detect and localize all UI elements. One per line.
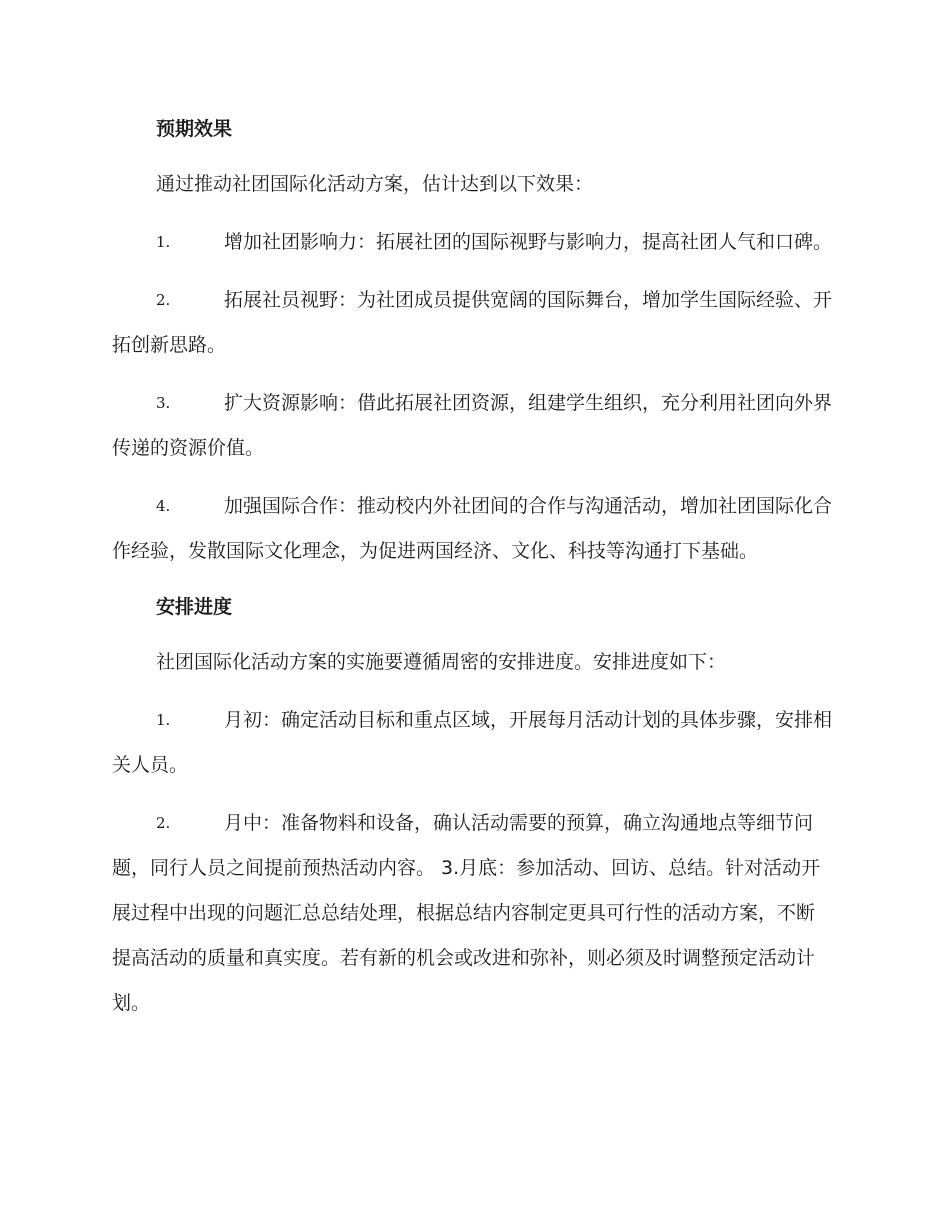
list-item-number: 4. — [156, 497, 171, 515]
list-item — [112, 801, 832, 1026]
list-item-text: 月初：确定活动目标和重点区域，开展每月活动计划的具体步骤，安排相关人员。 — [112, 709, 833, 776]
list-item — [112, 381, 832, 471]
list-item — [112, 484, 832, 574]
section-heading-expected-effects: 预期效果 — [156, 118, 233, 140]
list-item-text: 增加社团影响力：拓展社团的国际视野与影响力，提高社团人气和口碑。 — [224, 231, 833, 253]
list-item-text: 月中：准备物料和设备，确认活动需要的预算，确立沟通地点等细节问题，同行人员之间提前预热活动内容。 3.月底：参加活动、回访、总结。针对活动开展过程中出现的问题汇总总结处理，根据总结内容制定更具可行性的活动方案，不断提高活动的质量和真实度。若有新的机会或改进和弥补，则必须及时调整预定活动计划。 — [112, 812, 821, 1014]
section-heading-schedule: 安排进度 — [156, 596, 233, 618]
list-item-number: 2. — [156, 291, 171, 309]
section-intro-schedule: 社团国际化活动方案的实施要遵循周密的安排进度。安排进度如下： — [156, 651, 727, 673]
list-item — [112, 220, 832, 265]
list-item-number: 2. — [156, 814, 171, 832]
list-item-number: 3. — [156, 394, 171, 412]
list-item — [112, 698, 832, 788]
list-item-text: 加强国际合作：推动校内外社团间的合作与沟通活动，增加社团国际化合作经验，发散国际文化理念，为促进两国经济、文化、科技等沟通打下基础。 — [112, 495, 833, 562]
list-item-text: 扩大资源影响：借此拓展社团资源，组建学生组织，充分利用社团向外界传递的资源价值。 — [112, 392, 833, 459]
section-intro-expected-effects: 通过推动社团国际化活动方案，估计达到以下效果： — [156, 173, 594, 195]
list-item — [112, 278, 832, 368]
list-item-number: 1. — [156, 711, 171, 729]
list-item-text: 拓展社员视野：为社团成员提供宽阔的国际舞台，增加学生国际经验、开拓创新思路。 — [112, 289, 833, 356]
document-page — [112, 110, 832, 1026]
section-spacer — [112, 574, 832, 588]
list-item-number: 1. — [156, 233, 171, 251]
